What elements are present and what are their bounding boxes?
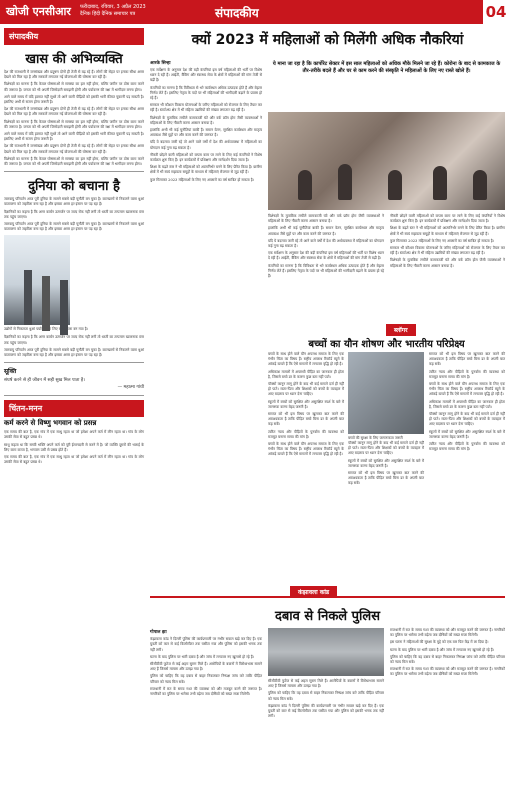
quote-line: संघर्ष करने से ही जीवन में सही सुख मिल पाता है।: [4, 378, 85, 384]
person-figure: [473, 170, 487, 200]
paragraph: कंपनियों का मानना है कि विविधता से भरे कार्यस्थल अधिक उत्पादक होते हैं और बेहतर निर्णय लेते हैं। इसलिए नेतृत्व के पदों पर भी महिलाओं की भागीदारी बढ़ाने के प्रयास हो रहे हैं।: [268, 263, 384, 279]
paragraph: बच्चों के साथ होने वाले यौन अपराध समाज के लिए एक गंभीर चिंता का विषय हैं। राष्ट्रीय अपराध रिकॉर्ड ब्यूरो के आंकड़े बताते हैं कि ऐसे मामलों में लगातार वृद्धि हो रही है।: [268, 442, 344, 457]
date-text: फरीदाबाद, रविवार, 3 अप्रैल 2023: [80, 4, 146, 10]
police-pressure-headline: दबाव से निकले पुलिस: [274, 609, 381, 624]
paragraph: देश की राजधानी में जनसंख्या और प्रदूषण दोनों ही तेजी से बढ़ रहे हैं। लोगों की सेहत पर इनका सीधा असर देखने को मिल रहा है और सरकारें लगातार नई योजनाओं की घोषणा कर रही हैं।: [4, 70, 144, 80]
editorial-body: [4, 70, 144, 167]
women-office-photo: [268, 112, 505, 210]
paragraph: एक सर्वेक्षण के अनुसार देश की बड़ी कंपनियां इस वर्ष महिलाओं की भर्ती पर विशेष ध्यान दे रही हैं। आईटी, बैंकिंग और स्वास्थ्य सेवा के क्षेत्रों में महिलाओं की मांग तेजी से बढ़ी है।: [150, 68, 262, 83]
paragraph: पुलिस को चाहिए कि वह दबाव से बाहर निकलकर निष्पक्ष जांच करे ताकि पीड़ित परिवार को न्याय मिल सके।: [390, 654, 505, 665]
masthead: [0, 0, 509, 24]
photo-caption: बच्चों की सुरक्षा के लिए जागरूकता जरूरी: [348, 436, 403, 440]
editorial-label: संपादकीय: [4, 28, 144, 45]
paragraph: कुल मिलाकर 2023 महिलाओं के लिए नए अवसरों का वर्ष साबित हो सकता है।: [390, 238, 495, 243]
paragraph: पुलिस को चाहिए कि वह दबाव से बाहर निकलकर निष्पक्ष जांच करे ताकि पीड़ित परिवार को न्याय मिल सके।: [150, 674, 262, 684]
paragraph: विशेषज्ञों का मानना है कि केवल घोषणाओं से समस्या का हल नहीं होगा, बल्कि जमीन पर ठोस काम करने की जरूरत है। जनता को भी अपनी जिम्मेदारी समझनी होगी और पर्यावरण की रक्षा में भागीदार बनना होगा।: [4, 119, 144, 129]
paragraph: घटना के बाद पुलिस पर भारी दबाव है और जांच में लगातार नए खुलासे हो रहे हैं।: [150, 654, 255, 659]
page-number: 04: [481, 0, 509, 24]
paper-tagline: दैनिक हिंदी दैनिक समाचार पत्र: [80, 11, 136, 17]
paragraph: अधिकांश मामलों में अपराधी पीड़ित का जानकार ही होता है, जिससे बच्चे डर के कारण कुछ बता नहीं पाते।: [429, 399, 505, 409]
reflection-label: चिंतन-मनन: [4, 400, 144, 417]
paragraph: राजधानी में रात के समय गश्त की व्यवस्था को और मजबूत करने की जरूरत है। नागरिकों का पुलिस पर भरोसा तभी बढ़ेगा जब दोषियों को सख्त सजा मिलेगी।: [390, 667, 505, 677]
child-abuse-column-3: [429, 352, 505, 454]
newspaper-name: खोजी एनसीआर: [6, 5, 71, 18]
police-column-3: [390, 628, 505, 680]
paragraph: त्वरित न्याय और पीड़ितों के पुनर्वास की व्यवस्था को मजबूत बनाना समय की मांग है।: [268, 429, 344, 439]
paragraph: त्वरित न्याय और पीड़ितों के पुनर्वास की व्यवस्था को मजबूत बनाना समय की मांग है।: [429, 442, 505, 452]
paragraph: हालांकि अभी भी कई चुनौतियां बाकी हैं। समान वेतन, सुरक्षित कार्यस्थल और मातृत्व अवकाश जैसे मुद्दों पर और काम करने की जरूरत है।: [268, 226, 384, 236]
paragraph: सरकार भी कौशल विकास योजनाओं के जरिए महिलाओं को रोजगार के लिए तैयार कर रही है। स्टार्टअप क्षेत्र में भी महिला उद्यमियों की संख्या लगातार बढ़ रही है।: [150, 103, 262, 113]
divider: [4, 171, 144, 172]
lead-column-2: [268, 214, 384, 281]
paragraph: स्कूलों में बच्चों को सुरक्षित और असुरक्षित स्पर्श के बारे में जागरूक करना बेहद जरूरी है।: [268, 399, 344, 409]
paragraph: इस घटना ने महिलाओं की सुरक्षा के मुद्दे को एक बार फिर केंद्र में ला दिया है।: [390, 640, 489, 645]
article-headline: दुनिया को बचाना है: [28, 179, 120, 195]
paragraph: विशेषज्ञों के मुताबिक लचीले कामकाजी घंटे और वर्क फ्रॉम होम जैसी व्यवस्थाओं ने महिलाओं के लिए नौकरी करना आसान बनाया है।: [390, 258, 505, 268]
paragraph: समाज को भी इस विषय पर खुलकर बात करने की आवश्यकता है ताकि पीड़ित बच्चे बिना डर के अपनी बात कह सकें।: [268, 412, 344, 427]
reflection-headline: कर्म करने से विष्णु भगवान को प्रसन्न: [4, 419, 97, 428]
factory-smoke-photo: [4, 235, 70, 325]
editorial-headline: खास की अभिव्यक्ति: [25, 52, 123, 67]
paragraph: आने वाले समय में यदि हालात नहीं सुधरे तो आने वाली पीढ़ियों को इसकी भारी कीमत चुकानी पड़ सकती है। इसलिए अभी से सजग होना जरूरी है।: [4, 94, 144, 105]
paragraph: जलवायु परिवर्तन आज पूरी दुनिया के सामने सबसे बड़ी चुनौती बन चुका है। कारखानों से निकलने वाला धुआं वातावरण को जहरीला बना रहा है और इसका असर हर इंसान पर पड़ रहा है।: [4, 347, 144, 358]
paragraph: कंझावला कांड ने दिल्ली पुलिस की कार्यप्रणाली पर गंभीर सवाल खड़े कर दिए हैं। एक युवती को कार से कई किलोमीटर तक घसीटा गया और पुलिस को इसकी भनक तक नहीं लगी।: [150, 637, 262, 652]
paragraph: एक सर्वेक्षण के अनुसार देश की बड़ी कंपनियां इस वर्ष महिलाओं की भर्ती पर विशेष ध्यान दे रही हैं। आईटी, बैंकिंग और स्वास्थ्य सेवा के क्षेत्रों में महिलाओं की मांग तेजी से बढ़ी है।: [268, 251, 384, 261]
quote-author: — महात्मा गांधी: [117, 385, 144, 391]
lead-standfirst: ये माना जा रहा है कि कार्पोरेट सेक्टर में इस साल महिलाओं को अधिक मौके मिलने जा रहे हैं। कोरोना के बाद से कामकाज के तौर-तरीके बदले हैं और घर से काम करने की संस्कृति ने महिलाओं के लिए नए रास्ते खोले हैं।: [272, 61, 501, 75]
paragraph: वैज्ञानिकों का कहना है कि अगर कार्बन उत्सर्जन पर जल्द रोक नहीं लगी तो धरती का तापमान खतरनाक स्तर तक पहुंच जाएगा।: [4, 209, 144, 219]
paragraph: साधु कहता था कि सच्ची भक्ति अपने कर्म को पूरी ईमानदारी से करने में है। जो व्यक्ति दूसरों की भलाई के लिए काम करता है, भगवान उसी से प्रसन्न होते हैं।: [4, 442, 144, 452]
paragraph: एक समय की बात है, एक गांव में एक साधु रहता था जो हमेशा अपने कर्म में लीन रहता था। गांव के लोग उसकी सेवा से बहुत प्रसन्न थे।: [4, 430, 144, 440]
paragraph: घटना के बाद पुलिस पर भारी दबाव है और जांच में लगातार नए खुलासे हो रहे हैं।: [390, 647, 495, 652]
divider: [4, 362, 144, 363]
child-abuse-text: [348, 441, 424, 487]
paragraph: विशेषज्ञों का मानना है कि केवल घोषणाओं से समस्या का हल नहीं होगा, बल्कि जमीन पर ठोस काम करने की जरूरत है। जनता को भी अपनी जिम्मेदारी समझनी होगी और पर्यावरण की रक्षा में भागीदार बनना होगा।: [4, 82, 144, 92]
paragraph: त्वरित न्याय और पीड़ितों के पुनर्वास की व्यवस्था को मजबूत बनाना समय की मांग है।: [429, 369, 505, 379]
car-cctv-photo: [268, 628, 384, 676]
divider: [4, 395, 144, 396]
paragraph: बच्चों के साथ होने वाले यौन अपराध समाज के लिए एक गंभीर चिंता का विषय हैं। राष्ट्रीय अपराध रिकॉर्ड ब्यूरो के आंकड़े बताते हैं कि ऐसे मामलों में लगातार वृद्धि हो रही है।: [429, 382, 505, 397]
paragraph: एक समय की बात है, एक गांव में एक साधु रहता था जो हमेशा अपने कर्म में लीन रहता था। गांव के लोग उसकी सेवा से बहुत प्रसन्न थे।: [4, 455, 144, 465]
lead-headline: क्यों 2023 में महिलाओं को मिलेंगी अधिक नौकरियां: [191, 32, 464, 48]
paragraph: जलवायु परिवर्तन आज पूरी दुनिया के सामने सबसे बड़ी चुनौती बन चुका है। कारखानों से निकलने वाला धुआं वातावरण को जहरीला बना रहा है और इसका असर हर इंसान पर पड़ रहा है।: [4, 197, 144, 207]
child-photo: [348, 352, 424, 434]
quote-block: [4, 377, 144, 391]
paragraph: देश की राजधानी में जनसंख्या और प्रदूषण दोनों ही तेजी से बढ़ रहे हैं। लोगों की सेहत पर इनका सीधा असर देखने को मिल रहा है और सरकारें लगातार नई योजनाओं की घोषणा कर रही हैं।: [4, 107, 144, 117]
person-figure: [338, 164, 352, 200]
main-area: [150, 28, 505, 796]
paragraph: वैज्ञानिकों का कहना है कि अगर कार्बन उत्सर्जन पर जल्द रोक नहीं लगी तो धरती का तापमान खतरनाक स्तर तक पहुंच जाएगा।: [4, 335, 144, 345]
paragraph: कुल मिलाकर 2023 महिलाओं के लिए नए अवसरों का वर्ष साबित हो सकता है।: [150, 177, 255, 182]
article-body: [4, 197, 144, 232]
paragraph: पॉक्सो कानून लागू होने के बाद भी कई मामले दर्ज ही नहीं हो पाते। माता-पिता और शिक्षकों को बच्चों के व्यवहार में आए बदलाव पर ध्यान देना चाहिए।: [348, 441, 424, 456]
paragraph: स्कूलों में बच्चों को सुरक्षित और असुरक्षित स्पर्श के बारे में जागरूक करना बेहद जरूरी है।: [429, 429, 505, 439]
lead-text: [150, 68, 262, 183]
child-abuse-column-1: [268, 352, 344, 460]
paragraph: यदि ये बदलाव जारी रहे तो आने वाले वर्षों में देश की अर्थव्यवस्था में महिलाओं का योगदान कई गुना बढ़ सकता है।: [150, 140, 262, 150]
paragraph: समाज को भी इस विषय पर खुलकर बात करने की आवश्यकता है ताकि पीड़ित बच्चे बिना डर के अपनी बात कह सकें।: [429, 352, 505, 367]
paragraph: देश की राजधानी में जनसंख्या और प्रदूषण दोनों ही तेजी से बढ़ रहे हैं। लोगों की सेहत पर इनका सीधा असर देखने को मिल रहा है और सरकारें लगातार नई योजनाओं की घोषणा कर रही हैं।: [4, 144, 144, 154]
paragraph: पुलिस को चाहिए कि वह दबाव से बाहर निकलकर निष्पक्ष जांच करे ताकि पीड़ित परिवार को न्याय मिल सके।: [268, 691, 384, 701]
quote-title: सूक्ति: [4, 368, 17, 376]
paragraph: अधिकांश मामलों में अपराधी पीड़ित का जानकार ही होता है, जिससे बच्चे डर के कारण कुछ बता नहीं पाते।: [268, 369, 344, 379]
person-figure: [388, 170, 402, 200]
paragraph: समाज को भी इस विषय पर खुलकर बात करने की आवश्यकता है ताकि पीड़ित बच्चे बिना डर के अपनी बात कह सकें।: [348, 471, 424, 486]
paragraph: स्कूलों में बच्चों को सुरक्षित और असुरक्षित स्पर्श के बारे में जागरूक करना बेहद जरूरी है।: [348, 458, 424, 468]
kanjhawala-label: कंझावला कांड: [290, 586, 337, 598]
police-column-2: [268, 628, 384, 721]
paragraph: शिक्षा के बढ़ते स्तर ने भी महिलाओं को आत्मनिर्भर बनने के लिए प्रेरित किया है। ग्रामीण क्षेत्रों में भी स्वयं सहायता समूहों के माध्यम से महिलाएं रोजगार से जुड़ रही हैं।: [150, 165, 263, 175]
photo-caption: उद्योगों से निकलता धुआं पर्यावरण के लिए बड़ा खतरा बन गया है।: [4, 327, 88, 332]
paragraph: शिक्षा के बढ़ते स्तर ने भी महिलाओं को आत्मनिर्भर बनने के लिए प्रेरित किया है। ग्रामीण क्षेत्रों में भी स्वयं सहायता समूहों के माध्यम से महिलाएं रोजगार से जुड़ रही हैं।: [390, 226, 505, 236]
paragraph: सीसीटीवी फुटेज से कई अहम सुराग मिले हैं। आरोपियों के बयानों में विरोधाभास सामने आए हैं जिससे मामला और उलझ गया है।: [268, 679, 384, 689]
byline: गोपाल झा: [150, 630, 167, 635]
reflection-body: [4, 430, 144, 465]
child-abuse-headline: बच्चों का यौन शोषण और भारतीय परिप्रेक्ष्य: [308, 339, 465, 350]
paragraph: कंझावला कांड ने दिल्ली पुलिस की कार्यप्रणाली पर गंभीर सवाल खड़े कर दिए हैं। एक युवती को कार से कई किलोमीटर तक घसीटा गया और पुलिस को इसकी भनक तक नहीं लगी।: [268, 703, 384, 719]
paragraph: राजधानी में रात के समय गश्त की व्यवस्था को और मजबूत करने की जरूरत है। नागरिकों का पुलिस पर भरोसा तभी बढ़ेगा जब दोषियों को सख्त सजा मिलेगी।: [150, 686, 262, 697]
dateline: [80, 4, 200, 18]
paragraph: कंपनियों का मानना है कि विविधता से भरे कार्यस्थल अधिक उत्पादक होते हैं और बेहतर निर्णय लेते हैं। इसलिए नेतृत्व के पदों पर भी महिलाओं की भागीदारी बढ़ाने के प्रयास हो रहे हैं।: [150, 85, 262, 101]
paragraph: सरकार भी कौशल विकास योजनाओं के जरिए महिलाओं को रोजगार के लिए तैयार कर रही है। स्टार्टअप क्षेत्र में भी महिला उद्यमियों की संख्या लगातार बढ़ रही है।: [390, 246, 505, 256]
byline: आरके सिन्हा: [150, 61, 171, 66]
paragraph: जलवायु परिवर्तन आज पूरी दुनिया के सामने सबसे बड़ी चुनौती बन चुका है। कारखानों से निकलने वाला धुआं वातावरण को जहरीला बना रहा है और इसका असर हर इंसान पर पड़ रहा है।: [4, 222, 144, 232]
person-figure: [433, 166, 447, 200]
paragraph: नौकरी छोड़ने वाली महिलाओं को वापस काम पर लाने के लिए कई कंपनियों ने विशेष कार्यक्रम शुरू किए हैं। इन कार्यक्रमों में प्रशिक्षण और मार्गदर्शन दिया जाता है।: [150, 152, 262, 163]
person-figure: [298, 170, 312, 200]
paragraph: हालांकि अभी भी कई चुनौतियां बाकी हैं। समान वेतन, सुरक्षित कार्यस्थल और मातृत्व अवकाश जैसे मुद्दों पर और काम करने की जरूरत है।: [150, 128, 262, 138]
paragraph: पॉक्सो कानून लागू होने के बाद भी कई मामले दर्ज ही नहीं हो पाते। माता-पिता और शिक्षकों को बच्चों के व्यवहार में आए बदलाव पर ध्यान देना चाहिए।: [429, 412, 505, 427]
child-abuse-column-2: [348, 352, 424, 489]
paragraph: विशेषज्ञों के मुताबिक लचीले कामकाजी घंटे और वर्क फ्रॉम होम जैसी व्यवस्थाओं ने महिलाओं के लिए नौकरी करना आसान बनाया है।: [268, 214, 384, 224]
lead-column-3: [390, 214, 505, 271]
paragraph: यदि ये बदलाव जारी रहे तो आने वाले वर्षों में देश की अर्थव्यवस्था में महिलाओं का योगदान कई गुना बढ़ सकता है।: [268, 238, 384, 249]
paragraph: विशेषज्ञों का मानना है कि केवल घोषणाओं से समस्या का हल नहीं होगा, बल्कि जमीन पर ठोस काम करने की जरूरत है। जनता को भी अपनी जिम्मेदारी समझनी होगी और पर्यावरण की रक्षा में भागीदार बनना होगा।: [4, 156, 144, 167]
left-column: [4, 28, 144, 796]
paragraph: बच्चों के साथ होने वाले यौन अपराध समाज के लिए एक गंभीर चिंता का विषय हैं। राष्ट्रीय अपराध रिकॉर्ड ब्यूरो के आंकड़े बताते हैं कि ऐसे मामलों में लगातार वृद्धि हो रही है।: [268, 352, 344, 367]
paragraph: पॉक्सो कानून लागू होने के बाद भी कई मामले दर्ज ही नहीं हो पाते। माता-पिता और शिक्षकों को बच्चों के व्यवहार में आए बदलाव पर ध्यान देना चाहिए।: [268, 382, 344, 397]
paragraph: विशेषज्ञों के मुताबिक लचीले कामकाजी घंटे और वर्क फ्रॉम होम जैसी व्यवस्थाओं ने महिलाओं के लिए नौकरी करना आसान बनाया है।: [150, 115, 262, 125]
lead-column-1: [150, 58, 262, 185]
article-body-continued: [4, 335, 144, 358]
paragraph: नौकरी छोड़ने वाली महिलाओं को वापस काम पर लाने के लिए कई कंपनियों ने विशेष कार्यक्रम शुरू किए हैं। इन कार्यक्रमों में प्रशिक्षण और मार्गदर्शन दिया जाता है।: [390, 214, 505, 224]
paragraph: आने वाले समय में यदि हालात नहीं सुधरे तो आने वाली पीढ़ियों को इसकी भारी कीमत चुकानी पड़ सकती है। इसलिए अभी से सजग होना जरूरी है।: [4, 132, 144, 142]
paragraph: सीसीटीवी फुटेज से कई अहम सुराग मिले हैं। आरोपियों के बयानों में विरोधाभास सामने आए हैं जिससे मामला और उलझ गया है।: [150, 662, 262, 672]
section-title: संपादकीय: [215, 6, 259, 20]
paragraph: राजधानी में रात के समय गश्त की व्यवस्था को और मजबूत करने की जरूरत है। नागरिकों का पुलिस पर भरोसा तभी बढ़ेगा जब दोषियों को सख्त सजा मिलेगी।: [390, 628, 505, 638]
police-column-1: [150, 628, 262, 699]
police-text: [268, 679, 384, 719]
blogger-label: ब्लॉगर: [386, 324, 416, 336]
